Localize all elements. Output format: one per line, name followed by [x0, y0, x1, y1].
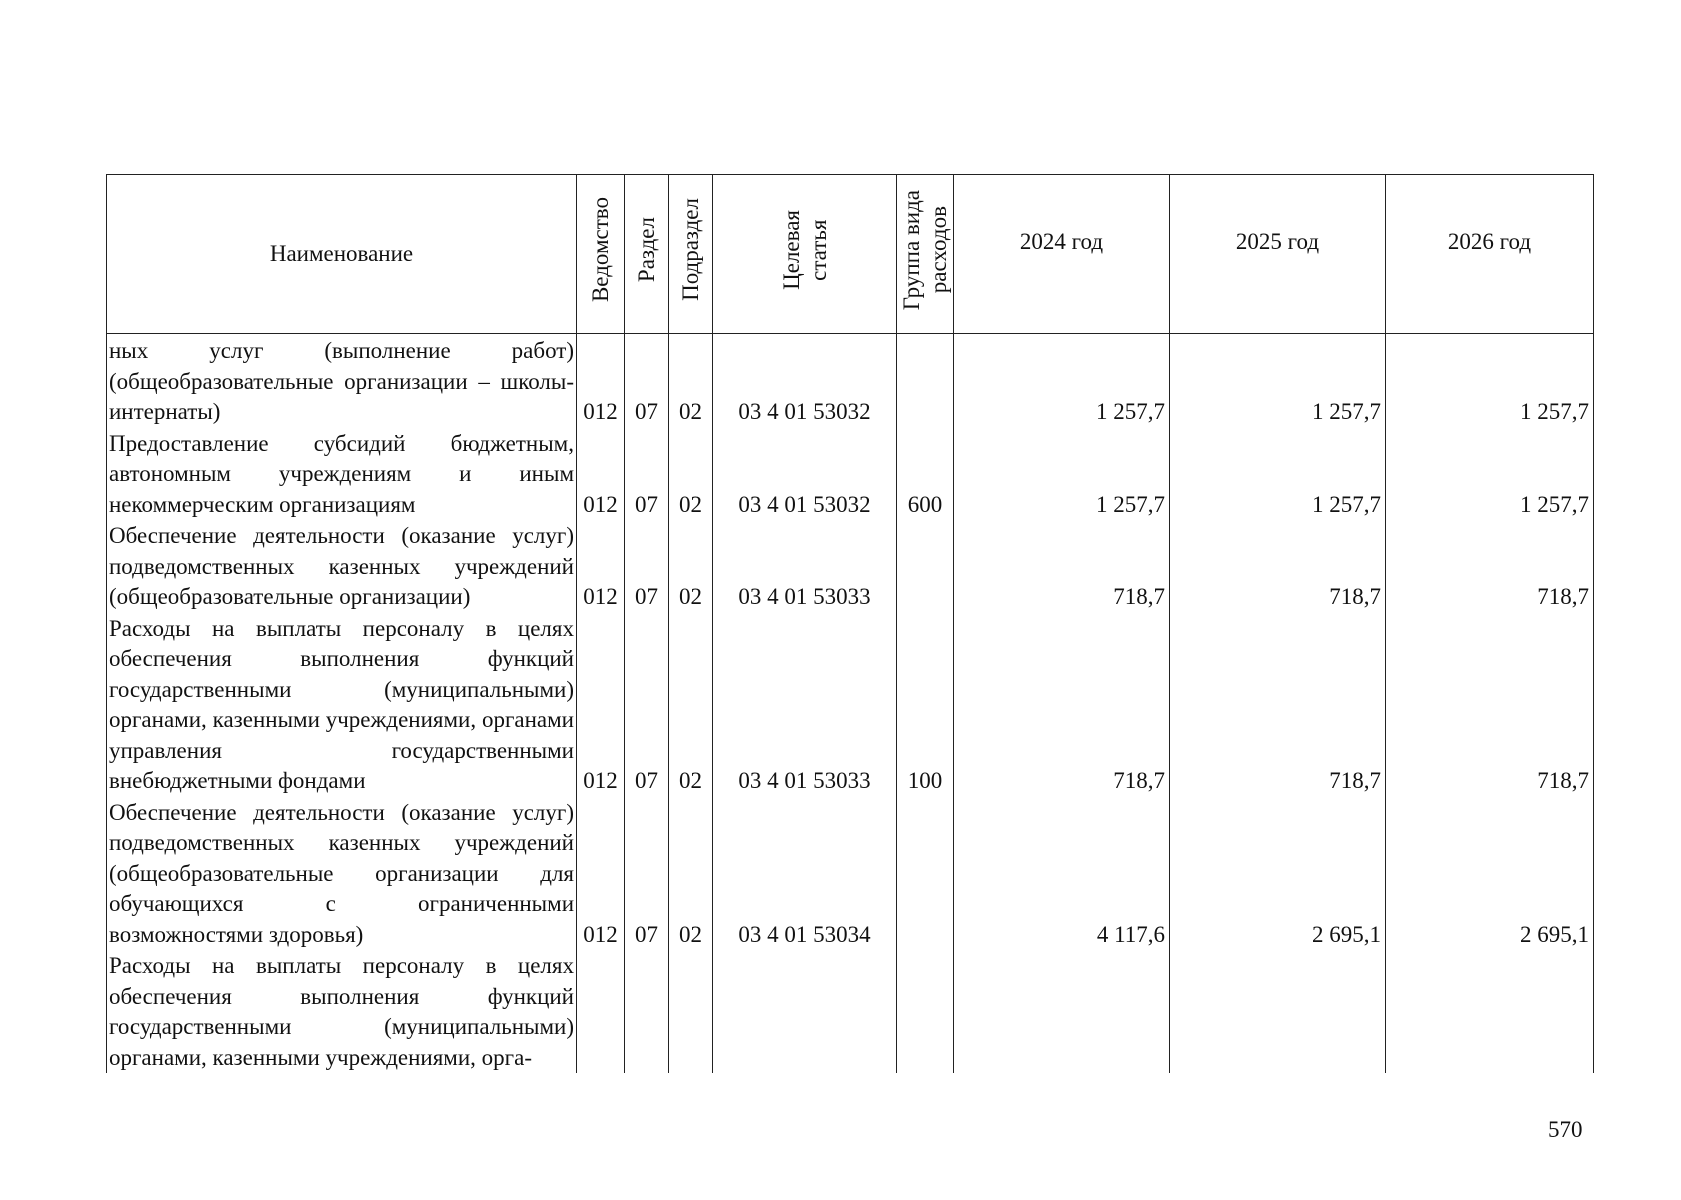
row-gruppa — [897, 334, 954, 429]
row-2025: 718,7 — [1170, 521, 1386, 614]
row-vedomstvo: 012 — [577, 429, 625, 522]
row-2024: 4 117,6 — [954, 798, 1170, 952]
row-gruppa: 100 — [897, 614, 954, 798]
header-row — [107, 175, 1594, 334]
row-2025: 1 257,7 — [1170, 429, 1386, 522]
row-2026: 2 695,1 — [1386, 798, 1594, 952]
row-celevaya-statya: 03 4 01 53032 — [713, 429, 897, 522]
row-vedomstvo: 012 — [577, 614, 625, 798]
row-name: Предоставление субсидий бюджетным, автономным учреждениям и иным некоммерческим организациям — [107, 429, 577, 522]
row-2026 — [1386, 951, 1594, 1073]
row-2024: 1 257,7 — [954, 334, 1170, 429]
header-vedomstvo: Ведомство — [577, 175, 625, 334]
row-2024: 718,7 — [954, 614, 1170, 798]
row-2026: 718,7 — [1386, 614, 1594, 798]
row-name: Обеспечение деятельности (оказание услуг) подведомственных казенных учреждений (общеобразовательные организации) — [107, 521, 577, 614]
row-razdel: 07 — [625, 614, 669, 798]
row-2026: 1 257,7 — [1386, 429, 1594, 522]
row-gruppa: 600 — [897, 429, 954, 522]
header-2026: 2026 год — [1386, 175, 1594, 334]
row-celevaya-statya: 03 4 01 53033 — [713, 521, 897, 614]
header-razdel: Раздел — [625, 175, 669, 334]
row-2025: 2 695,1 — [1170, 798, 1386, 952]
table-row — [107, 429, 1594, 522]
row-2026: 1 257,7 — [1386, 334, 1594, 429]
table-row — [107, 614, 1594, 798]
row-celevaya-statya: 03 4 01 53033 — [713, 614, 897, 798]
row-vedomstvo: 012 — [577, 334, 625, 429]
row-2024 — [954, 951, 1170, 1073]
row-podrazdel: 02 — [669, 429, 713, 522]
row-name: Расходы на выплаты персоналу в целях обеспечения выполнения функций государственными (муниципальными) органами, казенными учреждениями, органами управления государственными внебюджетными фондами — [107, 614, 577, 798]
row-podrazdel: 02 — [669, 614, 713, 798]
row-2025: 718,7 — [1170, 614, 1386, 798]
row-2026: 718,7 — [1386, 521, 1594, 614]
header-podrazdel: Подраздел — [669, 175, 713, 334]
row-2025: 1 257,7 — [1170, 334, 1386, 429]
header-celevaya-statya: Целевая статья — [713, 175, 897, 334]
row-gruppa — [897, 798, 954, 952]
row-2024: 718,7 — [954, 521, 1170, 614]
row-name: Расходы на выплаты персоналу в целях обеспечения выполнения функций государственными (муниципальными) органами, казенными учреждениями, орга- — [107, 951, 577, 1073]
row-podrazdel — [669, 951, 713, 1073]
row-razdel: 07 — [625, 429, 669, 522]
row-celevaya-statya — [713, 951, 897, 1073]
table-row — [107, 334, 1594, 429]
header-2024: 2024 год — [954, 175, 1170, 334]
row-celevaya-statya: 03 4 01 53034 — [713, 798, 897, 952]
header-gruppa-vida-raskhodov: Группа вида расходов — [897, 175, 954, 334]
row-celevaya-statya: 03 4 01 53032 — [713, 334, 897, 429]
row-razdel: 07 — [625, 798, 669, 952]
row-gruppa — [897, 521, 954, 614]
page-number: 570 — [1548, 1117, 1583, 1142]
header-2025: 2025 год — [1170, 175, 1386, 334]
row-podrazdel: 02 — [669, 521, 713, 614]
row-razdel: 07 — [625, 521, 669, 614]
row-gruppa — [897, 951, 954, 1073]
row-2024: 1 257,7 — [954, 429, 1170, 522]
row-2025 — [1170, 951, 1386, 1073]
row-razdel — [625, 951, 669, 1073]
row-podrazdel: 02 — [669, 334, 713, 429]
row-name: Обеспечение деятельности (оказание услуг) подведомственных казенных учреждений (общеобразовательные организации для обучающихся с ограниченными возможностями здоровья) — [107, 798, 577, 952]
table-row — [107, 521, 1594, 614]
row-podrazdel: 02 — [669, 798, 713, 952]
row-razdel: 07 — [625, 334, 669, 429]
row-vedomstvo: 012 — [577, 798, 625, 952]
header-name: Наименование — [107, 175, 577, 334]
budget-table — [106, 174, 1594, 1073]
row-vedomstvo: 012 — [577, 521, 625, 614]
row-name: ных услуг (выполнение работ) (общеобразовательные организации – школы-интернаты) — [107, 334, 577, 429]
table-row — [107, 798, 1594, 952]
row-vedomstvo — [577, 951, 625, 1073]
table-row — [107, 951, 1594, 1073]
